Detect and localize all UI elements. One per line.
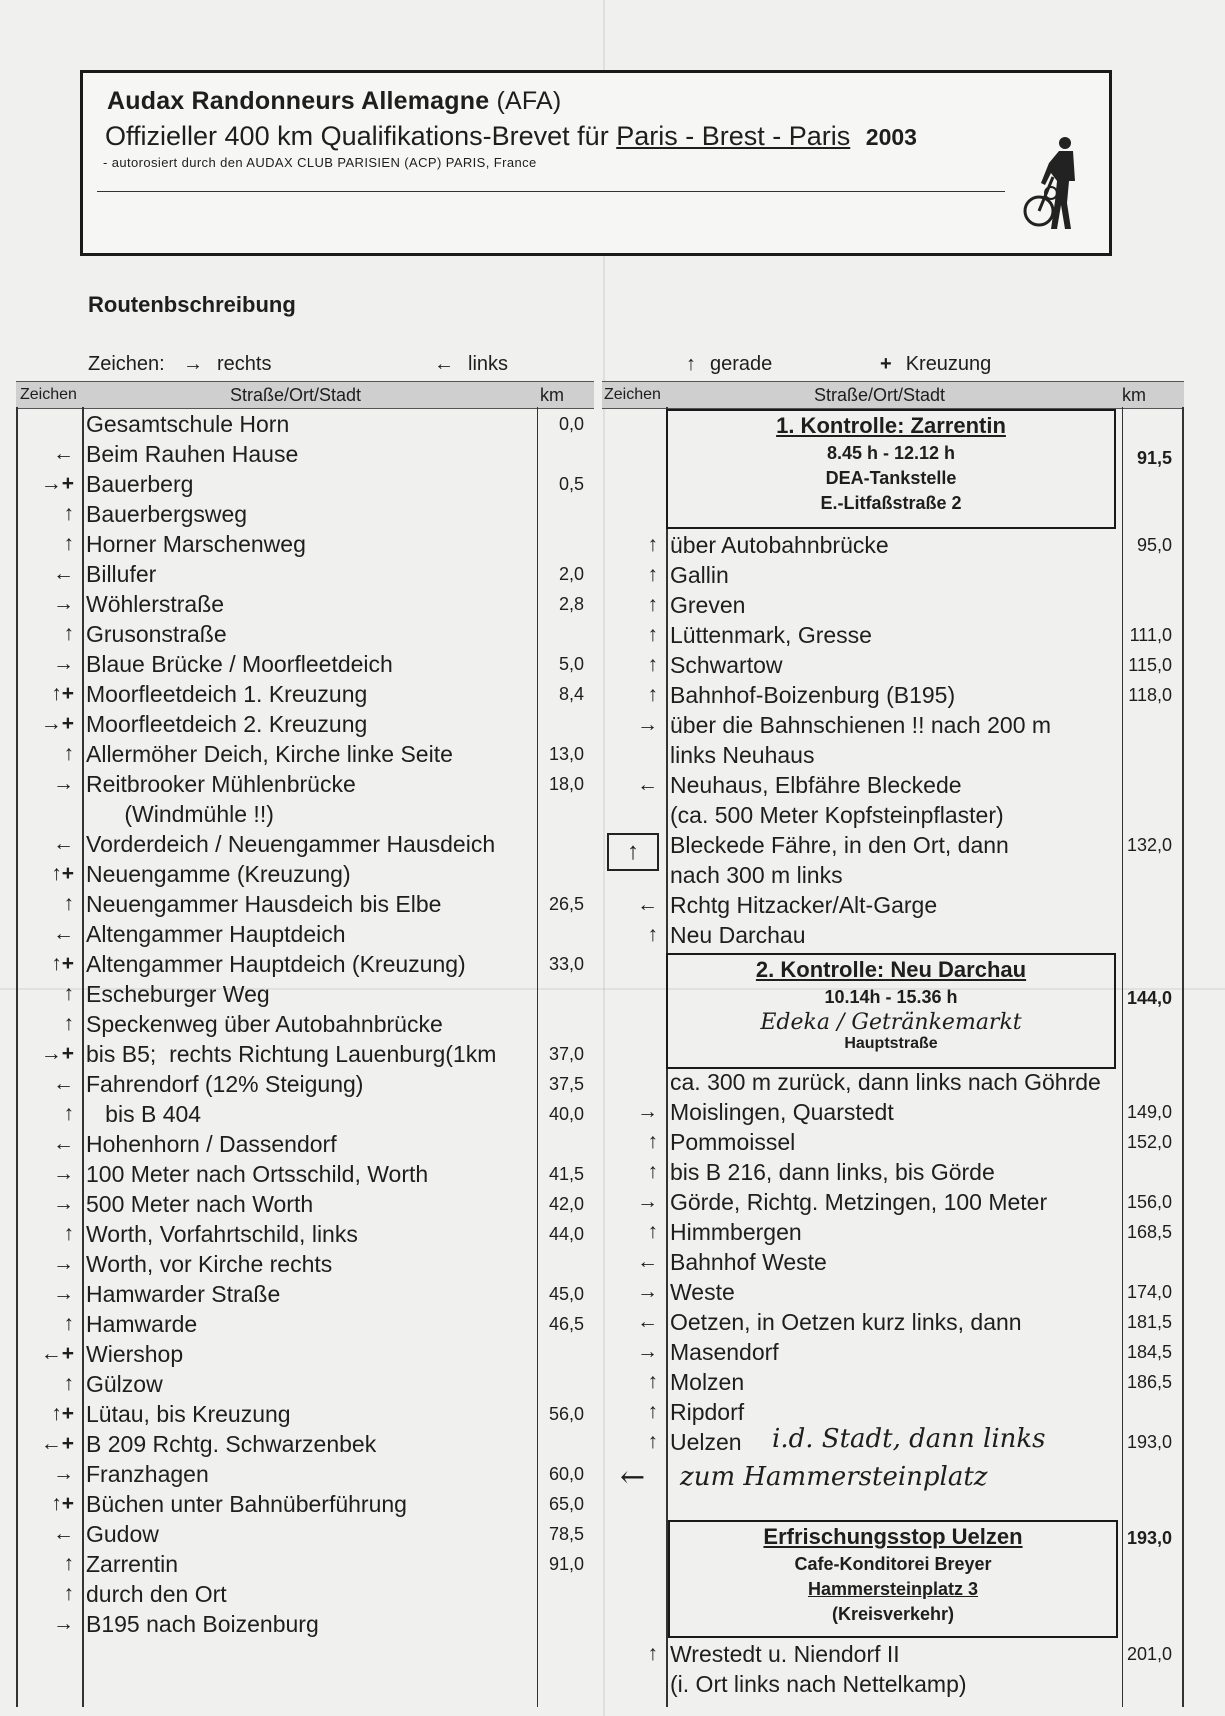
direction-arrow-icon: ↑+: [51, 1492, 74, 1515]
direction-arrow-icon: ↑: [63, 1222, 74, 1245]
direction-arrow-icon: ↑: [647, 653, 658, 676]
route-km: 0,0: [558, 414, 584, 434]
route-text: Moorfleetdeich 2. Kreuzung: [86, 711, 368, 737]
direction-arrow-icon: →: [637, 713, 658, 736]
route-text: Weste: [670, 1279, 735, 1305]
title-year: 2003: [865, 124, 917, 150]
route-text: Büchen unter Bahnüberführung: [86, 1491, 407, 1517]
route-text: Allermöher Deich, Kirche linke Seite: [86, 741, 453, 767]
direction-arrow-icon: ↑: [647, 923, 658, 946]
route-text: 500 Meter nach Worth: [86, 1191, 314, 1217]
route-km: 174,0: [1126, 1282, 1172, 1302]
direction-arrow-icon: ↑: [647, 1130, 658, 1153]
route-text: B195 nach Boizenburg: [86, 1611, 319, 1637]
route-text: Neu Darchau: [670, 922, 806, 948]
plus-icon: +: [880, 353, 892, 375]
right-arrow-icon: →: [183, 353, 203, 375]
route-text: Neuengamme (Kreuzung): [86, 861, 351, 887]
route-km: 45,0: [548, 1284, 584, 1304]
route-text: (i. Ort links nach Nettelkamp): [670, 1671, 967, 1697]
route-text: Neuhaus, Elbfähre Bleckede: [670, 772, 962, 798]
route-text: Billufer: [86, 561, 157, 587]
header-sign: Zeichen: [20, 386, 77, 403]
control-time: 10.14h - 15.36 h: [824, 987, 958, 1007]
route-text: Hamwarder Straße: [86, 1281, 281, 1307]
route-text: Greven: [670, 592, 746, 618]
legend-straight: [686, 353, 772, 376]
route-text: Bahnhof Weste: [670, 1249, 827, 1275]
route-km: 156,0: [1126, 1192, 1172, 1212]
direction-arrow-icon: ↑: [63, 1582, 74, 1605]
direction-arrow-icon: ↑: [647, 563, 658, 586]
handwritten-note: i.d. Stadt, dann links: [772, 1424, 1046, 1454]
refresh-stop-box: [668, 1520, 1118, 1638]
route-text: Himmbergen: [670, 1219, 802, 1245]
route-text: Bauerberg: [86, 471, 194, 497]
direction-arrow-icon: →: [53, 1162, 74, 1185]
route-text: Gülzow: [86, 1371, 163, 1397]
paper-fold-vertical: [603, 0, 605, 1716]
direction-arrow-icon: ↑: [647, 1220, 658, 1243]
direction-arrow-icon: ←: [53, 442, 74, 465]
route-km: 2,8: [558, 594, 584, 614]
direction-arrow-icon: →: [637, 1340, 658, 1363]
direction-arrow-icon: →+: [40, 712, 74, 735]
control-title: 1. Kontrolle: Zarrentin: [776, 413, 1006, 438]
route-km: 168,5: [1126, 1222, 1172, 1242]
route-text: Bleckede Fähre, in den Ort, dann: [670, 832, 1009, 858]
control-time: 8.45 h - 12.12 h: [826, 443, 956, 463]
header-rule: [97, 191, 1005, 192]
route-text: bis B 404: [86, 1101, 202, 1127]
brevet-title: [105, 121, 917, 152]
cyclist-icon: [1021, 133, 1091, 233]
route-text: Hohenhorn / Dassendorf: [86, 1131, 337, 1157]
direction-arrow-icon: ←+: [40, 1342, 74, 1365]
direction-arrow-icon: ↑: [647, 623, 658, 646]
route-text: Moorfleetdeich 1. Kreuzung: [86, 681, 368, 707]
direction-arrow-icon: ←: [53, 1072, 74, 1095]
route-text: Lüttenmark, Gresse: [670, 622, 872, 648]
direction-arrow-icon: ←: [53, 832, 74, 855]
route-text: Grusonstraße: [86, 621, 227, 647]
header-street: Straße/Ort/Stadt: [230, 385, 362, 405]
route-km: 46,5: [548, 1314, 584, 1334]
direction-arrow-icon: →: [637, 1100, 658, 1123]
route-km: 91,0: [548, 1554, 584, 1574]
legend-left: [434, 353, 508, 376]
route-text: Gallin: [670, 562, 729, 588]
direction-arrow-icon: ↑: [63, 622, 74, 645]
route-km: 42,0: [548, 1194, 584, 1214]
route-text: Schwartow: [670, 652, 783, 678]
legend-label: links: [468, 353, 509, 375]
direction-arrow-icon: ↑: [63, 502, 74, 525]
org-text: Audax Randonneurs Allemagne: [107, 87, 490, 115]
direction-arrow-icon: →: [53, 652, 74, 675]
handwritten-note: Edeka / Getränkemarkt: [760, 1010, 1022, 1035]
direction-arrow-icon: ←: [53, 1522, 74, 1545]
route-km: 5,0: [558, 654, 584, 674]
direction-arrow-icon: →: [53, 1192, 74, 1215]
route-text: Beim Rauhen Hause: [86, 441, 299, 467]
route-text: Gesamtschule Horn: [86, 411, 290, 437]
left-arrow-icon: ←: [434, 353, 454, 375]
control-title: 2. Kontrolle: Neu Darchau: [755, 957, 1027, 982]
route-text: bis B5; rechts Richtung Lauenburg(1km: [86, 1041, 497, 1067]
route-text: Moislingen, Quarstedt: [670, 1099, 894, 1125]
route-km: 2,0: [558, 564, 584, 584]
route-text: 100 Meter nach Ortsschild, Worth: [86, 1161, 429, 1187]
route-km: 37,0: [548, 1044, 584, 1064]
route-text: Lütau, bis Kreuzung: [86, 1401, 291, 1427]
direction-arrow-icon: →: [53, 592, 74, 615]
direction-arrow-icon: ←: [637, 1310, 658, 1333]
direction-arrow-icon: →: [637, 1280, 658, 1303]
refresh-address: Hammersteinplatz 3: [807, 1579, 979, 1599]
direction-arrow-icon: ↑+: [51, 862, 74, 885]
direction-arrow-icon: ↑: [63, 982, 74, 1005]
legend-crossing: [880, 353, 991, 376]
route-km: 13,0: [548, 744, 584, 764]
direction-arrow-icon: ←: [637, 893, 658, 916]
route-text: Vorderdeich / Neuengammer Hausdeich: [86, 831, 496, 857]
header-box: [80, 70, 1112, 256]
title-route: Paris - Brest - Paris: [616, 121, 851, 151]
route-km: 201,0: [1126, 1644, 1172, 1664]
route-text: Hamwarde: [86, 1311, 198, 1337]
refresh-km: 193,0: [1126, 1528, 1172, 1548]
route-text: über die Bahnschienen !! nach 200 m: [670, 712, 1052, 738]
direction-arrow-icon: ↑: [647, 1370, 658, 1393]
route-text: B 209 Rchtg. Schwarzenbek: [86, 1431, 377, 1457]
route-text: Neuengammer Hausdeich bis Elbe: [86, 891, 442, 917]
route-text: Bahnhof-Boizenburg (B195): [670, 682, 956, 708]
direction-arrow-icon: ↑: [647, 1642, 658, 1665]
route-text: durch den Ort: [86, 1581, 227, 1607]
legend-label: rechts: [217, 353, 272, 375]
direction-arrow-icon: ←: [53, 562, 74, 585]
direction-arrow-icon: ↑: [647, 1160, 658, 1183]
direction-arrow-icon: ↑: [63, 1552, 74, 1575]
header-sign: Zeichen: [604, 386, 661, 403]
control-place: DEA-Tankstelle: [825, 468, 957, 488]
route-km: 40,0: [548, 1104, 584, 1124]
route-km: 132,0: [1126, 835, 1172, 855]
authorization-note: - autorosiert durch den AUDAX CLUB PARISIEN (ACP) PARIS, France: [103, 155, 537, 170]
route-text: Horner Marschenweg: [86, 531, 306, 557]
route-km: 149,0: [1126, 1102, 1172, 1122]
route-text: Fahrendorf (12% Steigung): [86, 1071, 364, 1097]
route-km: 37,5: [548, 1074, 584, 1094]
route-text: Wöhlerstraße: [86, 591, 225, 617]
legend-label: gerade: [710, 353, 773, 375]
direction-arrow-icon: ↑: [63, 1102, 74, 1125]
direction-arrow-icon: →: [53, 1462, 74, 1485]
direction-arrow-icon: ↑: [63, 892, 74, 915]
control-box-2: [666, 953, 1116, 1069]
route-text: Masendorf: [670, 1339, 779, 1365]
direction-arrow-icon: ↑+: [51, 1402, 74, 1425]
route-km: 44,0: [548, 1224, 584, 1244]
route-km: 152,0: [1126, 1132, 1172, 1152]
refresh-name: Cafe-Konditorei Breyer: [794, 1554, 992, 1574]
route-text: Ripdorf: [670, 1399, 745, 1425]
route-text: Rchtg Hitzacker/Alt-Garge: [670, 892, 938, 918]
route-km: 18,0: [548, 774, 584, 794]
column-line: [1122, 407, 1123, 1707]
direction-arrow-icon: ↑: [63, 742, 74, 765]
route-text: bis B 216, dann links, bis Görde: [670, 1159, 995, 1185]
refresh-note: (Kreisverkehr): [831, 1604, 955, 1624]
route-text: Pommoissel: [670, 1129, 796, 1155]
control-address: E.-Litfaßstraße 2: [820, 493, 962, 513]
route-text: Reitbrooker Mühlenbrücke: [86, 771, 356, 797]
route-text: Zarrentin: [86, 1551, 179, 1577]
route-text: Molzen: [670, 1369, 745, 1395]
route-text: Escheburger Weg: [86, 981, 270, 1007]
route-text: Wrestedt u. Niendorf II: [670, 1641, 900, 1667]
route-km: 115,0: [1128, 655, 1172, 675]
ferry-up-arrow-icon: ↑: [607, 833, 659, 871]
route-km: 193,0: [1126, 1432, 1172, 1452]
header-km: km: [540, 385, 564, 405]
route-text: Worth, vor Kirche rechts: [86, 1251, 333, 1277]
route-km: 118,0: [1128, 685, 1172, 705]
section-title: Routenbschreibung: [88, 292, 296, 317]
route-text: links Neuhaus: [670, 742, 815, 768]
route-km: 26,5: [548, 894, 584, 914]
direction-arrow-icon: →: [637, 1190, 658, 1213]
up-arrow-icon: ↑: [686, 353, 696, 375]
direction-arrow-icon: ↑: [647, 1430, 658, 1453]
route-text: Oetzen, in Oetzen kurz links, dann: [670, 1309, 1022, 1335]
route-km: 111,0: [1129, 625, 1172, 645]
direction-arrow-icon: ←: [53, 922, 74, 945]
route-text: nach 300 m links: [670, 862, 843, 888]
route-text: Bauerbergsweg: [86, 501, 248, 527]
route-text: (ca. 500 Meter Kopfsteinpflaster): [670, 802, 1004, 828]
refresh-title: Erfrischungsstop Uelzen: [763, 1524, 1023, 1549]
right-table-header: [602, 381, 1184, 409]
route-km: 33,0: [548, 954, 584, 974]
direction-arrow-icon: →+: [40, 472, 74, 495]
route-km: 60,0: [548, 1464, 584, 1484]
legend-prefix: Zeichen:: [88, 353, 165, 375]
route-text: über Autobahnbrücke: [670, 532, 889, 558]
direction-arrow-icon: →: [53, 772, 74, 795]
route-km: 56,0: [548, 1404, 584, 1424]
control-km: 144,0: [1126, 988, 1172, 1008]
direction-arrow-icon: ←: [53, 1132, 74, 1155]
header-km: km: [1122, 385, 1146, 405]
column-line: [82, 407, 84, 1707]
direction-arrow-icon: ↑+: [51, 952, 74, 975]
control-place: Hauptstraße: [844, 1035, 938, 1052]
route-text: Blaue Brücke / Moorfleetdeich: [86, 651, 393, 677]
route-text: Uelzen: [670, 1429, 742, 1455]
direction-arrow-icon: ↑: [647, 683, 658, 706]
header-street: Straße/Ort/Stadt: [814, 385, 946, 405]
direction-arrow-icon: ↑: [63, 1372, 74, 1395]
route-km: 0,5: [558, 474, 584, 494]
route-text: Görde, Richtg. Metzingen, 100 Meter: [670, 1189, 1048, 1215]
handwritten-arrow-icon: ←: [620, 1460, 646, 1495]
direction-arrow-icon: ↑: [63, 532, 74, 555]
control-box-1: [666, 409, 1116, 529]
direction-arrow-icon: ↑: [63, 1012, 74, 1035]
route-text: Gudow: [86, 1521, 159, 1547]
left-table-header: [16, 381, 594, 409]
direction-arrow-icon: →+: [40, 1042, 74, 1065]
direction-arrow-icon: →: [53, 1612, 74, 1635]
direction-arrow-icon: ↑: [63, 1312, 74, 1335]
route-text: Worth, Vorfahrtschild, links: [86, 1221, 358, 1247]
route-text: Wiershop: [86, 1341, 184, 1367]
direction-arrow-icon: ↑: [647, 593, 658, 616]
direction-arrow-icon: ↑: [647, 1400, 658, 1423]
route-km: 184,5: [1126, 1342, 1172, 1362]
title-prefix: Offizieller 400 km Qualifikations-Brevet für: [105, 121, 609, 151]
route-text: ca. 300 m zurück, dann links nach Göhrde: [670, 1069, 1101, 1095]
legend-label: Kreuzung: [905, 353, 992, 375]
column-line: [1182, 407, 1184, 1707]
org-abbr: (AFA): [496, 87, 562, 115]
route-km: 181,5: [1126, 1312, 1172, 1332]
route-km: 8,4: [558, 684, 584, 704]
route-km: 186,5: [1126, 1372, 1172, 1392]
direction-arrow-icon: ↑: [647, 533, 658, 556]
route-text: Altengammer Hauptdeich: [86, 921, 346, 947]
route-km: 95,0: [1136, 535, 1172, 555]
direction-arrow-icon: →: [53, 1282, 74, 1305]
route-km: 65,0: [548, 1494, 584, 1514]
route-text: (Windmühle !!): [86, 801, 274, 827]
direction-arrow-icon: ←: [637, 773, 658, 796]
direction-arrow-icon: ←+: [40, 1432, 74, 1455]
direction-arrow-icon: ←: [637, 1250, 658, 1273]
route-text: Franzhagen: [86, 1461, 209, 1487]
control-km: 91,5: [1136, 448, 1172, 468]
route-text: Altengammer Hauptdeich (Kreuzung): [86, 951, 466, 977]
legend-right: [183, 353, 271, 376]
direction-arrow-icon: →: [53, 1252, 74, 1275]
direction-arrow-icon: ↑+: [51, 682, 74, 705]
route-km: 41,5: [548, 1164, 584, 1184]
route-km: 78,5: [548, 1524, 584, 1544]
handwritten-note: zum Hammersteinplatz: [680, 1462, 988, 1492]
route-text: Speckenweg über Autobahnbrücke: [86, 1011, 443, 1037]
organization-name: [107, 87, 561, 116]
